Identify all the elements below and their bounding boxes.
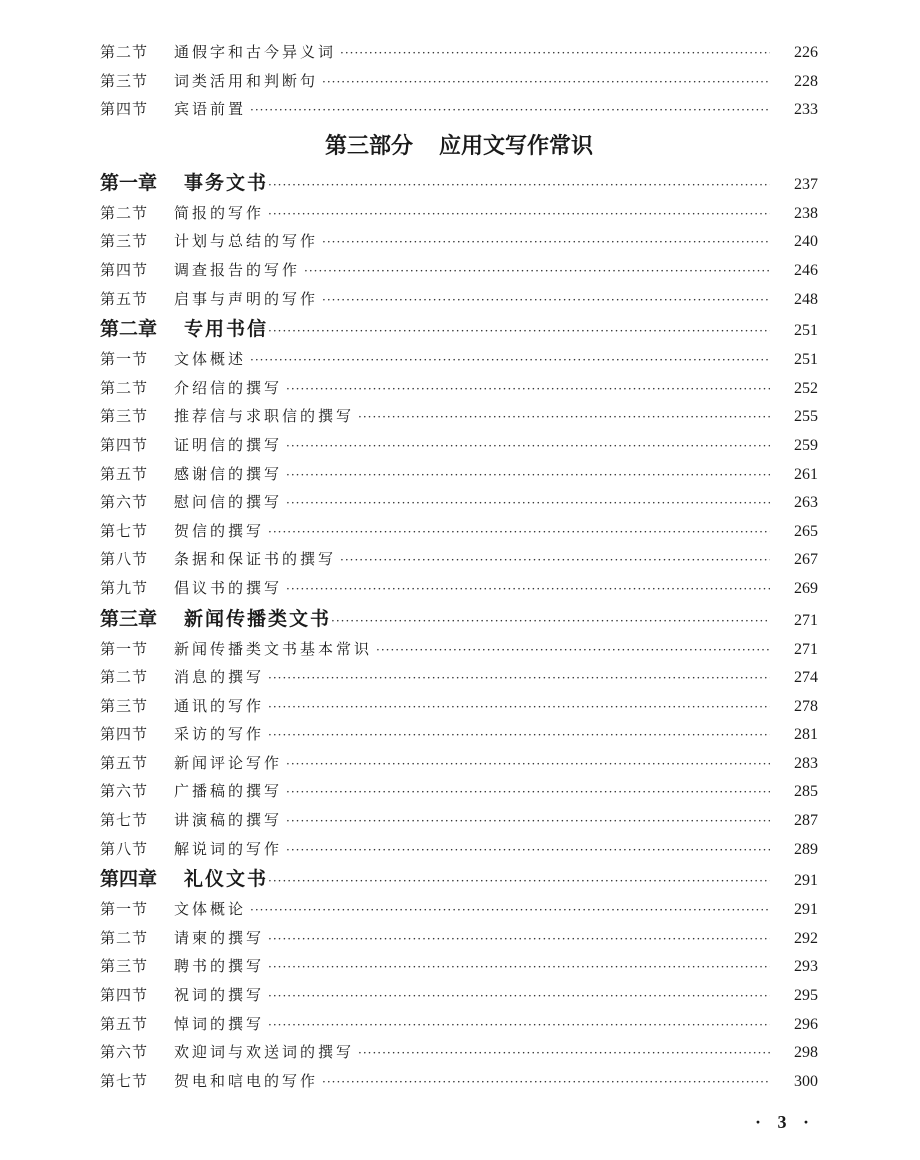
chapter-title: 新闻传播类文书 [184,607,332,630]
dot-leader [250,346,770,375]
dot-leader [358,403,770,432]
section-page-number: 238 [794,204,818,222]
page-number: · 3 · [755,1112,816,1132]
section-number: 第五节 [100,464,149,483]
section-number: 第六节 [100,782,149,801]
section-title: 解说词的写作 [174,839,283,858]
toc-section-entry[interactable] [100,431,818,460]
dot-leader [250,96,770,125]
section-number: 第七节 [100,1071,149,1090]
dot-leader [331,605,770,637]
section-number: 第一节 [100,639,149,658]
chapter-number: 第四章 [100,868,158,891]
toc-section-entry[interactable] [100,981,818,1010]
toc-section-entry[interactable] [100,835,818,864]
dot-leader [268,518,770,547]
section-page-number: 248 [794,290,818,308]
dot-leader [250,896,770,925]
part-title: 应用文写作常识 [439,132,594,159]
toc-section-entry[interactable] [100,924,818,953]
section-title: 计划与总结的写作 [174,232,319,251]
section-page-number: 300 [794,1072,818,1090]
section-page-number: 269 [794,579,818,597]
dot-leader [286,750,770,779]
section-page-number: 285 [794,783,818,801]
part-number: 第三部分 [324,132,413,159]
section-number: 第五节 [100,753,149,772]
toc-section-entry[interactable] [100,635,818,664]
section-number: 第八节 [100,550,149,569]
section-number: 第五节 [100,289,149,308]
section-title: 广播稿的撰写 [174,782,283,801]
toc-section-entry[interactable] [100,285,818,314]
section-title: 介绍信的撰写 [174,378,283,397]
toc-section-entry[interactable] [100,952,818,981]
section-title: 证明信的撰写 [174,435,283,454]
toc-section-entry[interactable] [100,67,818,96]
section-number: 第二节 [100,378,149,397]
section-title: 讲演稿的撰写 [174,811,283,830]
chapter-title: 礼仪文书 [184,868,269,891]
section-title: 词类活用和判断句 [174,71,319,90]
part-heading [100,125,818,167]
dot-leader [322,228,770,257]
section-number: 第四节 [100,725,149,744]
section-number: 第三节 [100,407,149,426]
chapter-number: 第一章 [100,171,158,194]
toc-section-entry[interactable] [100,402,818,431]
section-title: 新闻传播类文书基本常识 [174,639,373,658]
section-page-number: 298 [794,1044,818,1062]
dot-leader [268,1011,770,1040]
section-title: 悼词的撰写 [174,1014,265,1033]
section-number: 第九节 [100,578,149,597]
section-title: 祝词的撰写 [174,986,265,1005]
toc-section-entry[interactable] [100,488,818,517]
chapter-title: 专用书信 [184,318,269,341]
section-title: 简报的写作 [174,203,265,222]
section-number: 第三节 [100,957,149,976]
dot-leader [268,953,770,982]
section-page-number: 283 [794,754,818,772]
dot-leader [286,461,770,490]
chapter-number: 第二章 [100,318,158,341]
dot-leader [268,200,770,229]
section-title: 采访的写作 [174,725,265,744]
chapter-page-number: 251 [794,322,818,340]
section-title: 慰问信的撰写 [174,493,283,512]
section-page-number: 259 [794,436,818,454]
section-title: 倡议书的撰写 [174,578,283,597]
section-page-number: 240 [794,233,818,251]
toc-chapter-entry[interactable] [100,167,818,199]
section-number: 第三节 [100,696,149,715]
chapter-title: 事务文书 [184,171,269,194]
toc-section-entry[interactable] [100,720,818,749]
dot-leader [340,39,770,68]
section-number: 第七节 [100,811,149,830]
section-title: 条据和保证书的撰写 [174,550,337,569]
section-title: 文体概述 [174,350,247,369]
dot-leader [322,1068,770,1097]
dot-leader [376,636,770,665]
section-title: 新闻评论写作 [174,753,283,772]
section-page-number: 281 [794,726,818,744]
toc-section-entry[interactable] [100,692,818,721]
section-title: 贺电和唁电的写作 [174,1071,319,1090]
toc-section-entry[interactable] [100,545,818,574]
dot-leader [268,721,770,750]
section-title: 通假字和古今异义词 [174,43,337,61]
dot-leader [286,489,770,518]
chapter-page-number: 237 [794,175,818,193]
dot-leader [268,982,770,1011]
section-page-number: 246 [794,261,818,279]
section-number: 第四节 [100,986,149,1005]
section-page-number: 271 [794,640,818,658]
section-title: 感谢信的撰写 [174,464,283,483]
toc-section-entry[interactable] [100,227,818,256]
dot-leader [268,664,770,693]
section-number: 第三节 [100,232,149,251]
toc-section-entry[interactable] [100,1067,818,1096]
dot-leader [322,286,770,315]
section-title: 宾语前置 [174,100,247,119]
section-page-number: 226 [794,44,818,61]
dot-leader [268,925,770,954]
section-title: 调查报告的写作 [174,260,301,279]
section-number: 第二节 [100,928,149,947]
section-number: 第五节 [100,1014,149,1033]
dot-leader [286,807,770,836]
section-page-number: 263 [794,494,818,512]
section-number: 第四节 [100,435,149,454]
dot-leader [286,432,770,461]
section-page-number: 295 [794,987,818,1005]
dot-leader [268,693,770,722]
toc-section-entry[interactable] [100,374,818,403]
section-page-number: 261 [794,465,818,483]
dot-leader [322,68,770,97]
section-number: 第二节 [100,43,149,61]
dot-leader [286,778,770,807]
dot-leader [268,865,770,897]
toc-section-entry[interactable] [100,95,818,124]
section-title: 通讯的写作 [174,696,265,715]
section-number: 第三节 [100,71,149,90]
section-page-number: 251 [794,351,818,369]
dot-leader [286,375,770,404]
toc-chapter-entry[interactable] [100,313,818,345]
toc-section-entry[interactable] [100,38,818,67]
toc-section-entry[interactable] [100,895,818,924]
toc-section-entry[interactable] [100,749,818,778]
toc-section-entry[interactable] [100,517,818,546]
toc-chapter-entry[interactable] [100,603,818,635]
dot-leader [286,575,770,604]
section-number: 第一节 [100,900,149,919]
section-number: 第七节 [100,521,149,540]
section-title: 推荐信与求职信的撰写 [174,407,355,426]
section-title: 启事与声明的写作 [174,289,319,308]
section-page-number: 265 [794,522,818,540]
section-title: 文体概论 [174,900,247,919]
chapter-number: 第三章 [100,607,158,630]
toc-section-entry[interactable] [100,1010,818,1039]
section-page-number: 252 [794,379,818,397]
section-title: 聘书的撰写 [174,957,265,976]
toc-section-entry[interactable] [100,1038,818,1067]
section-number: 第四节 [100,100,149,119]
section-number: 第六节 [100,1043,149,1062]
section-title: 欢迎词与欢送词的撰写 [174,1043,355,1062]
section-number: 第二节 [100,203,149,222]
section-title: 贺信的撰写 [174,521,265,540]
section-page-number: 233 [794,101,818,119]
toc-section-entry[interactable] [100,460,818,489]
section-number: 第一节 [100,350,149,369]
section-page-number: 267 [794,551,818,569]
section-title: 消息的撰写 [174,668,265,687]
section-number: 第二节 [100,668,149,687]
section-number: 第八节 [100,839,149,858]
chapter-page-number: 271 [794,611,818,629]
section-page-number: 278 [794,697,818,715]
section-page-number: 296 [794,1015,818,1033]
toc-section-entry[interactable] [100,806,818,835]
dot-leader [304,257,770,286]
section-number: 第六节 [100,493,149,512]
toc-section-entry[interactable] [100,777,818,806]
chapter-page-number: 291 [794,872,818,890]
dot-leader [340,546,770,575]
dot-leader [286,836,770,865]
section-page-number: 228 [794,72,818,90]
table-of-contents [100,38,818,1095]
section-page-number: 289 [794,840,818,858]
toc-section-entry[interactable] [100,663,818,692]
section-title: 请柬的撰写 [174,928,265,947]
section-page-number: 291 [794,901,818,919]
section-page-number: 292 [794,929,818,947]
section-number: 第四节 [100,260,149,279]
toc-section-entry[interactable] [100,574,818,603]
dot-leader [358,1039,770,1068]
section-page-number: 293 [794,958,818,976]
dot-leader [268,315,770,347]
section-page-number: 255 [794,408,818,426]
section-page-number: 274 [794,669,818,687]
toc-section-entry[interactable] [100,345,818,374]
toc-section-entry[interactable] [100,199,818,228]
toc-section-entry[interactable] [100,256,818,285]
dot-leader [268,169,770,201]
toc-chapter-entry[interactable] [100,863,818,895]
section-page-number: 287 [794,812,818,830]
